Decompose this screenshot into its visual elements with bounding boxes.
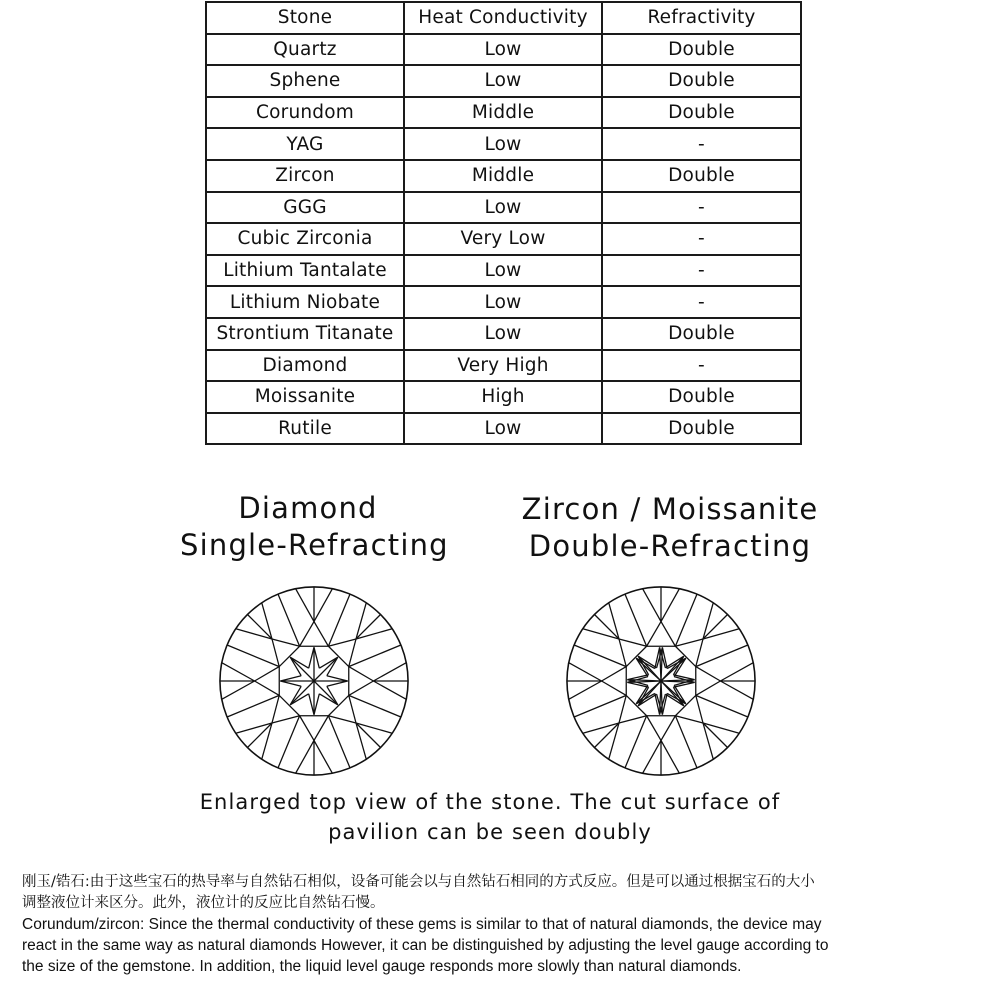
cell-heat: Very Low xyxy=(404,223,602,255)
pavilion-main-reflection xyxy=(636,681,661,704)
pavilion-reflection-edge xyxy=(309,647,314,668)
bezel-edge xyxy=(574,695,626,717)
table-row xyxy=(206,286,801,318)
upper-girdle-edge xyxy=(222,681,255,699)
note-en-line-3: the size of the gemstone. In addition, the liquid level gauge responds more slowly than natural diamonds. xyxy=(22,958,742,975)
bezel-edge xyxy=(349,695,401,717)
cell-refractivity: Double xyxy=(602,34,801,66)
bezel-edge xyxy=(227,695,279,717)
pavilion-main-reflection xyxy=(661,658,686,681)
star-facet-edge xyxy=(696,639,703,667)
zircon-heading-line2: Double-Refracting xyxy=(528,529,812,563)
bezel-edge xyxy=(696,645,748,667)
table-body xyxy=(206,34,801,445)
table-row xyxy=(206,255,801,287)
cell-stone: YAG xyxy=(206,128,404,160)
cell-heat: Low xyxy=(404,413,602,445)
cell-refractivity: - xyxy=(602,192,801,224)
table-row xyxy=(206,34,801,66)
cell-stone: Sphene xyxy=(206,65,404,97)
header-heat-conductivity: Heat Conductivity xyxy=(404,2,602,34)
note-zh-line-1: 刚玉/锆石:由于这些宝石的热导率与自然钻石相似，设备可能会以与自然钻石相同的方式反应。但是可以通过根据宝石的大小 xyxy=(22,874,815,890)
note-en-line-2: react in the same way as natural diamonds However, it can be distinguished by adjusting the level gauge according to xyxy=(22,937,829,954)
pavilion-reflection-edge xyxy=(327,681,348,686)
note-en-line-1: Corundum/zircon: Since the thermal conductivity of these gems is similar to that of natural diamonds, the device may xyxy=(22,916,822,933)
table-row xyxy=(206,160,801,192)
star-facet-edge xyxy=(696,667,721,681)
diamond-heading xyxy=(180,490,449,564)
cell-heat: Low xyxy=(404,128,602,160)
star-facet-edge xyxy=(272,639,279,667)
pavilion-reflection-edge xyxy=(309,694,314,715)
pavilion-reflection-edge xyxy=(314,694,319,715)
star-facet-edge xyxy=(314,716,328,741)
diagram-caption xyxy=(180,787,800,847)
table-row xyxy=(206,128,801,160)
cell-refractivity: - xyxy=(602,255,801,287)
table-header xyxy=(206,2,801,34)
cell-refractivity: - xyxy=(602,350,801,382)
cell-refractivity: - xyxy=(602,223,801,255)
upper-girdle-edge xyxy=(720,681,753,699)
cell-heat: Very High xyxy=(404,350,602,382)
cell-refractivity: Double xyxy=(602,65,801,97)
cell-refractivity: Double xyxy=(602,413,801,445)
star-facet-edge xyxy=(602,667,627,681)
diamond-heading-line1: Diamond xyxy=(238,491,378,525)
table-row xyxy=(206,65,801,97)
cell-refractivity: Double xyxy=(602,381,801,413)
cell-stone: Lithium Niobate xyxy=(206,286,404,318)
pavilion-reflection-edge xyxy=(314,647,319,668)
cell-heat: Middle xyxy=(404,97,602,129)
bezel-edge xyxy=(349,645,401,667)
star-facet-edge xyxy=(300,716,314,741)
zircon-moissanite-heading xyxy=(520,491,820,565)
table-row xyxy=(206,223,801,255)
upper-girdle-edge xyxy=(720,663,753,681)
star-facet-edge xyxy=(349,639,356,667)
bezel-edge xyxy=(675,594,697,646)
cell-refractivity: Double xyxy=(602,97,801,129)
gem-properties-table xyxy=(205,1,802,445)
cell-heat: Middle xyxy=(404,160,602,192)
star-facet-edge xyxy=(300,622,314,647)
table-row xyxy=(206,413,801,445)
pavilion-main-reflection xyxy=(638,656,661,681)
star-facet-edge xyxy=(272,639,300,646)
cell-heat: Low xyxy=(404,34,602,66)
table-row xyxy=(206,192,801,224)
cell-heat: Low xyxy=(404,192,602,224)
upper-girdle-edge xyxy=(643,740,661,773)
zircon-heading-line1: Zircon / Moissanite xyxy=(521,492,819,526)
star-facet-edge xyxy=(272,695,279,723)
gem-properties-table-wrap xyxy=(205,1,800,445)
star-facet-edge xyxy=(675,716,703,723)
upper-girdle-edge xyxy=(296,589,314,622)
cell-stone: Moissanite xyxy=(206,381,404,413)
bezel-edge xyxy=(227,645,279,667)
bezel-edge xyxy=(278,716,300,768)
star-facet-edge xyxy=(647,716,661,741)
star-facet-edge xyxy=(255,667,280,681)
pavilion-reflection-edge xyxy=(327,676,348,681)
table-row xyxy=(206,97,801,129)
upper-girdle-edge xyxy=(222,663,255,681)
cell-stone: Quartz xyxy=(206,34,404,66)
star-facet-edge xyxy=(661,716,675,741)
cell-heat: Low xyxy=(404,255,602,287)
caption-line-1: Enlarged top view of the stone. The cut surface of xyxy=(199,790,781,814)
header-stone: Stone xyxy=(206,2,404,34)
pavilion-reflection-edge xyxy=(280,681,301,686)
table-header-row xyxy=(206,2,801,34)
star-facet-edge xyxy=(619,639,647,646)
star-facet-edge xyxy=(619,639,626,667)
table-row xyxy=(206,318,801,350)
star-facet-edge xyxy=(349,695,356,723)
diamond-top-view-icon xyxy=(215,582,413,780)
cell-stone: Corundom xyxy=(206,97,404,129)
upper-girdle-edge xyxy=(569,663,602,681)
upper-girdle-edge xyxy=(661,589,679,622)
upper-girdle-edge xyxy=(373,663,406,681)
star-facet-edge xyxy=(272,716,300,723)
upper-girdle-edge xyxy=(314,740,332,773)
upper-girdle-edge xyxy=(373,681,406,699)
note-zh-line-2: 调整液位计来区分。此外，液位计的反应比自然钻石慢。 xyxy=(22,895,385,911)
upper-girdle-edge xyxy=(314,589,332,622)
bezel-edge xyxy=(625,594,647,646)
doubled-facets-top-view-icon xyxy=(562,582,760,780)
bezel-edge xyxy=(574,645,626,667)
pavilion-main-reflection xyxy=(661,681,684,706)
cell-refractivity: Double xyxy=(602,318,801,350)
cell-stone: Diamond xyxy=(206,350,404,382)
star-facet-edge xyxy=(696,695,703,723)
bezel-edge xyxy=(278,594,300,646)
upper-girdle-edge xyxy=(569,681,602,699)
header-refractivity: Refractivity xyxy=(602,2,801,34)
upper-girdle-edge xyxy=(661,740,679,773)
bezel-edge xyxy=(696,695,748,717)
bezel-edge xyxy=(675,716,697,768)
star-facet-edge xyxy=(602,681,627,695)
star-facet-edge xyxy=(255,681,280,695)
cell-refractivity: - xyxy=(602,128,801,160)
star-facet-edge xyxy=(619,716,647,723)
star-facet-edge xyxy=(696,681,721,695)
cell-stone: Lithium Tantalate xyxy=(206,255,404,287)
caption-line-2: pavilion can be seen doubly xyxy=(328,820,652,844)
star-facet-edge xyxy=(349,681,374,695)
cell-stone: Strontium Titanate xyxy=(206,318,404,350)
star-facet-edge xyxy=(619,695,626,723)
cell-stone: Cubic Zirconia xyxy=(206,223,404,255)
star-facet-edge xyxy=(349,667,374,681)
cell-heat: High xyxy=(404,381,602,413)
cell-refractivity: Double xyxy=(602,160,801,192)
diamond-heading-line2: Single-Refracting xyxy=(180,528,449,562)
cell-stone: GGG xyxy=(206,192,404,224)
pavilion-reflection-edge xyxy=(280,676,301,681)
cell-heat: Low xyxy=(404,318,602,350)
upper-girdle-edge xyxy=(643,589,661,622)
notes-block xyxy=(22,872,982,977)
cell-stone: Zircon xyxy=(206,160,404,192)
table-row xyxy=(206,381,801,413)
upper-girdle-edge xyxy=(296,740,314,773)
star-facet-edge xyxy=(328,716,356,723)
cell-refractivity: - xyxy=(602,286,801,318)
bezel-edge xyxy=(625,716,647,768)
star-facet-edge xyxy=(328,639,356,646)
star-facet-edge xyxy=(675,639,703,646)
bezel-edge xyxy=(328,594,350,646)
star-facet-edge xyxy=(661,622,675,647)
cell-heat: Low xyxy=(404,286,602,318)
cell-stone: Rutile xyxy=(206,413,404,445)
star-facet-edge xyxy=(647,622,661,647)
bezel-edge xyxy=(328,716,350,768)
cell-heat: Low xyxy=(404,65,602,97)
star-facet-edge xyxy=(314,622,328,647)
table-row xyxy=(206,350,801,382)
